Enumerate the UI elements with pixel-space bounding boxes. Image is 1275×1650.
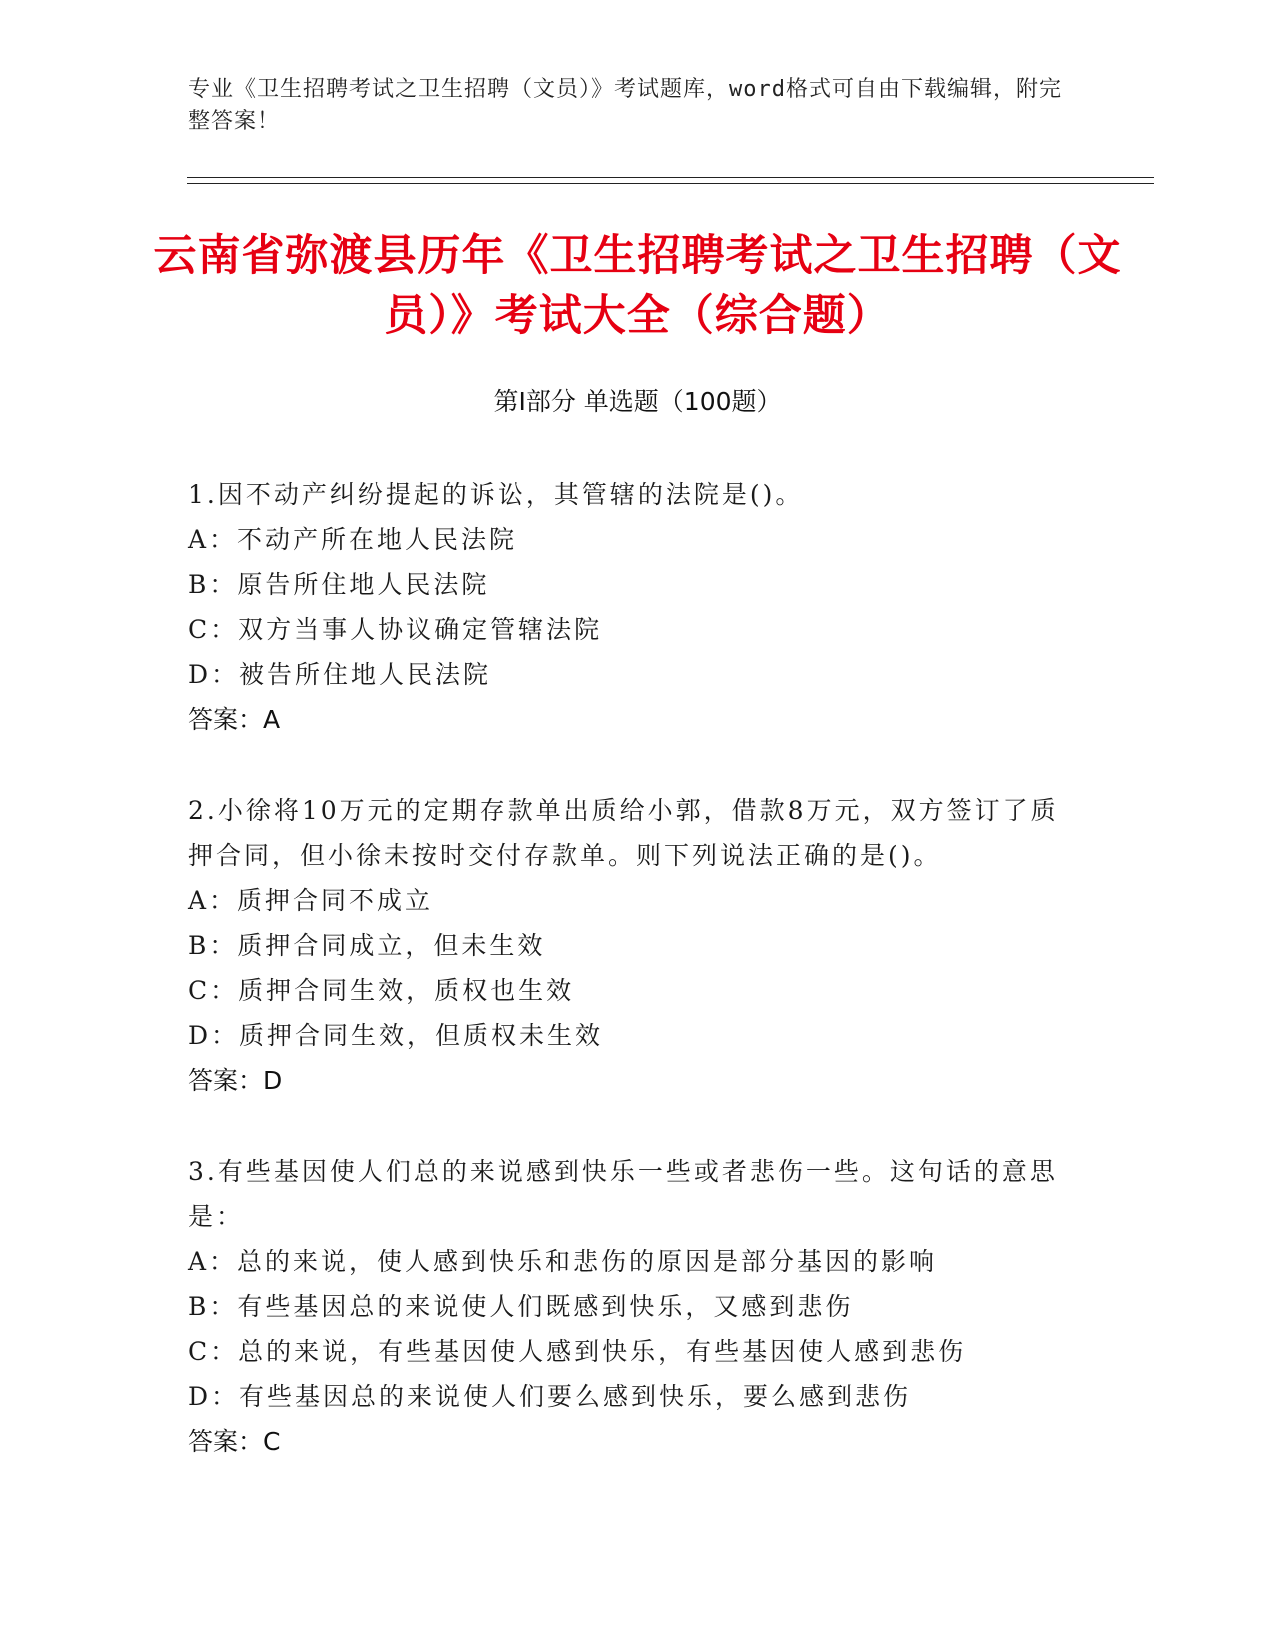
question-2 <box>188 788 1068 1103</box>
option-b: B：质押合同成立，但未生效 <box>188 931 546 960</box>
document-title: 云南省弥渡县历年《卫生招聘考试之卫生招聘（文员）》考试大全（综合题） <box>153 231 1122 341</box>
section-heading: 第Ⅰ部分 单选题（100题） <box>493 387 782 416</box>
question-stem: 3.有些基因使人们总的来说感到快乐一些或者悲伤一些。这句话的意思是： <box>188 1157 1058 1231</box>
answer: 答案：A <box>188 705 281 734</box>
option-b: B：原告所住地人民法院 <box>188 570 490 599</box>
option-a: A：不动产所在地人民法院 <box>188 525 518 554</box>
question-1 <box>188 472 1068 742</box>
header-divider-bottom <box>187 183 1154 184</box>
answer: 答案：C <box>188 1427 281 1456</box>
option-d: D：有些基因总的来说使人们要么感到快乐，要么感到悲伤 <box>188 1382 912 1411</box>
answer: 答案：D <box>188 1066 283 1095</box>
question-3 <box>188 1149 1068 1464</box>
option-d: D：被告所住地人民法院 <box>188 660 492 689</box>
question-stem: 2.小徐将10万元的定期存款单出质给小郭，借款8万元，双方签订了质押合同，但小徐未按时交付存款单。则下列说法正确的是()。 <box>188 796 1059 870</box>
option-a: A：质押合同不成立 <box>188 886 434 915</box>
question-list <box>188 472 1068 1510</box>
option-b: B：有些基因总的来说使人们既感到快乐，又感到悲伤 <box>188 1292 854 1321</box>
question-stem: 1.因不动产纠纷提起的诉讼，其管辖的法院是()。 <box>188 480 804 509</box>
header-divider-top <box>187 177 1154 178</box>
header-note: 专业《卫生招聘考试之卫生招聘（文员）》考试题库，word格式可自由下载编辑，附完整答案！ <box>188 77 1062 134</box>
option-c: C：总的来说，有些基因使人感到快乐，有些基因使人感到悲伤 <box>188 1337 967 1366</box>
option-d: D：质押合同生效，但质权未生效 <box>188 1021 604 1050</box>
option-a: A：总的来说，使人感到快乐和悲伤的原因是部分基因的影响 <box>188 1247 938 1276</box>
option-c: C：质押合同生效，质权也生效 <box>188 976 575 1005</box>
option-c: C：双方当事人协议确定管辖法院 <box>188 615 603 644</box>
